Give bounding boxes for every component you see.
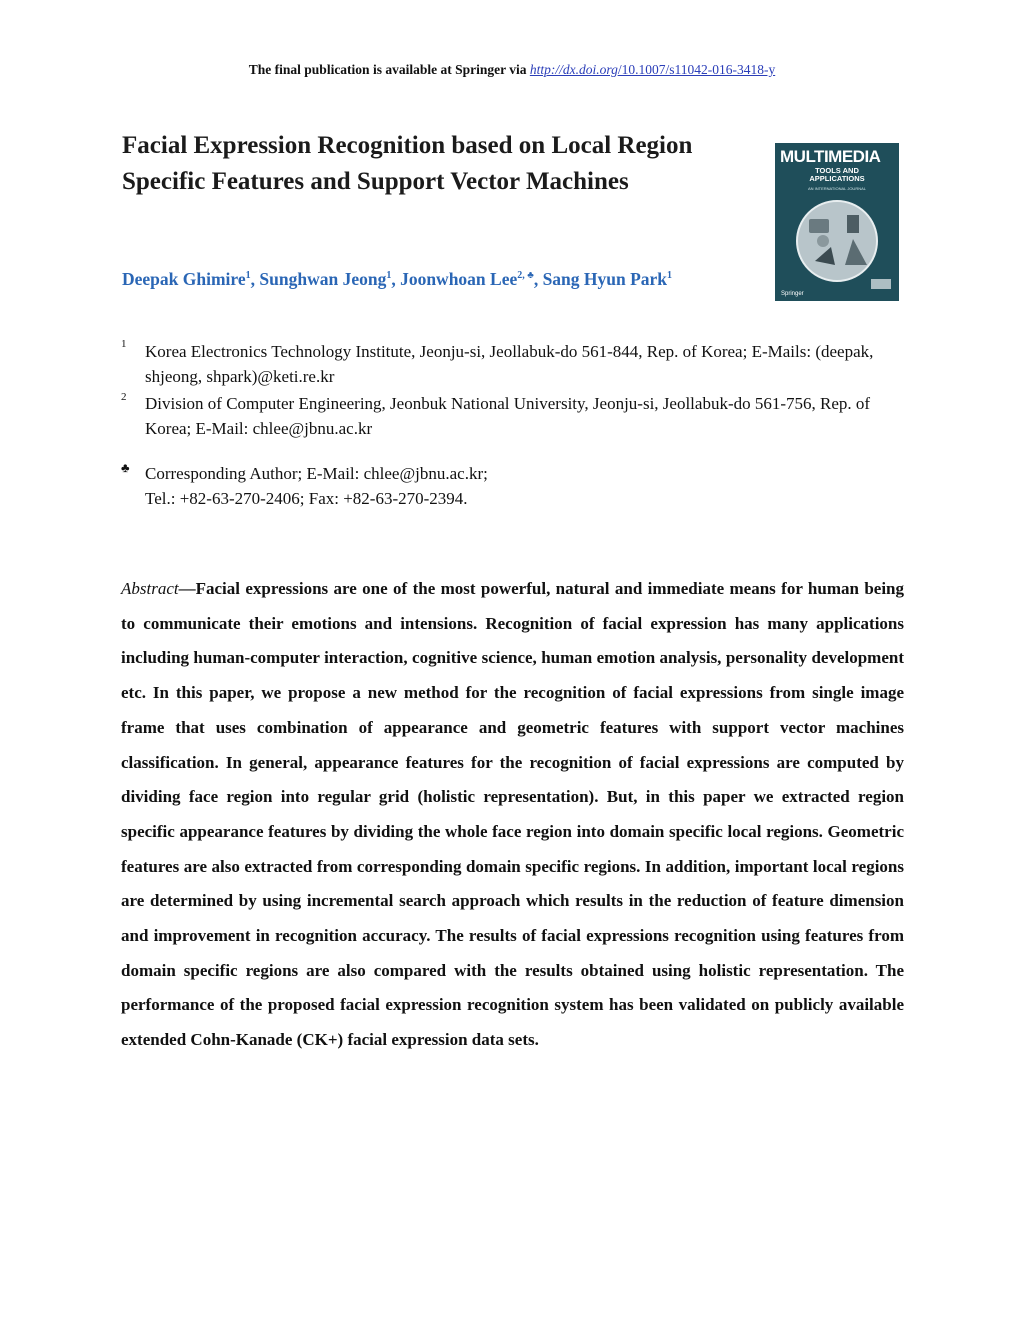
publication-note-text: The final publication is available at Springer via: [248, 62, 530, 77]
cover-title: MULTIMEDIA: [780, 147, 881, 166]
cover-publisher: Springer: [781, 291, 804, 297]
author-4: Sang Hyun Park: [542, 268, 668, 289]
author-sep: ,: [391, 268, 401, 289]
journal-cover-image: [775, 143, 899, 301]
corresponding-author: [145, 461, 915, 511]
cover-subtitle-line-1: TOOLS AND: [815, 166, 859, 175]
cover-subtitle-line-2: APPLICATIONS: [809, 174, 865, 183]
paper-title-line-2: Specific Features and Support Vector Machines: [122, 168, 629, 195]
corresponding-mark: ♣: [121, 460, 130, 475]
abstract-text: Facial expressions are one of the most powerful, natural and immediate means for human being to communicate their emotions and intensions. Recognition of facial expression has many applications including human-computer interaction, cognitive science, human emotion analysis, personality development etc. In this paper, we propose a new method for the recognition of facial expressions from single image frame that uses combination of appearance and geometric features with support vector machines classification. In general, appearance features for the recognition of facial expressions are computed by dividing face region into regular grid (holistic representation). But, in this paper we extracted region specific appearance features by dividing the whole face region into domain specific local regions. Geometric features are also extracted from corresponding domain specific regions. In addition, important local regions are determined by using incremental search approach which results in the reduction of feature dimension and improvement in recognition accuracy. The results of facial expressions recognition using features from domain specific regions are also compared with the results obtained using holistic representation. The performance of the proposed facial expression recognition system has been validated on publicly available extended Cohn-Kanade (CK+) facial expression data sets.: [121, 579, 904, 1050]
author-2-affil: 1: [386, 270, 392, 281]
author-4-affil: 1: [667, 270, 673, 281]
cover-tagline: AN INTERNATIONAL JOURNAL: [807, 186, 866, 191]
author-sep: ,: [533, 268, 543, 289]
doi-link-host[interactable]: http://dx.doi.org: [529, 62, 618, 77]
author-1-affil: 1: [245, 270, 251, 281]
corresponding-line-2: Tel.: +82-63-270-2406; Fax: +82-63-270-2394.: [145, 489, 468, 508]
author-sep: ,: [250, 268, 260, 289]
author-1: Deepak Ghimire: [122, 268, 246, 289]
author-2: Sunghwan Jeong: [259, 268, 387, 289]
paper-title: [122, 128, 752, 200]
abstract: [121, 572, 904, 1058]
doi-link[interactable]: [530, 62, 775, 77]
abstract-label: Abstract: [121, 579, 179, 598]
cover-subtitle: [783, 167, 891, 183]
corresponding-line-1: Corresponding Author; E-Mail: chlee@jbnu.ac.kr;: [145, 464, 488, 483]
author-3: Joonwhoan Lee: [400, 268, 518, 289]
doi-link-path[interactable]: /10.1007/s11042-016-3418-y: [617, 62, 776, 77]
affiliation-1-mark: 1: [121, 338, 127, 350]
author-3-affil: 2, ♣: [517, 270, 534, 281]
affiliation-2-mark: 2: [121, 391, 127, 403]
affiliation-1: Korea Electronics Technology Institute, Jeonju-si, Jeollabuk-do 561-844, Rep. of Korea; E-Mails: (deepak, shjeong, shpark)@keti.re.kr: [145, 342, 874, 386]
author-list: [122, 258, 742, 297]
abstract-dash: —: [178, 579, 196, 598]
affiliation-2: Division of Computer Engineering, Jeonbuk National University, Jeonju-si, Jeollabuk-do 561-756, Rep. of Korea; E-Mail: chlee@jbnu.ac.kr: [145, 394, 871, 438]
publication-note: [0, 62, 1024, 78]
paper-title-line-1: Facial Expression Recognition based on Local Region: [122, 132, 693, 159]
